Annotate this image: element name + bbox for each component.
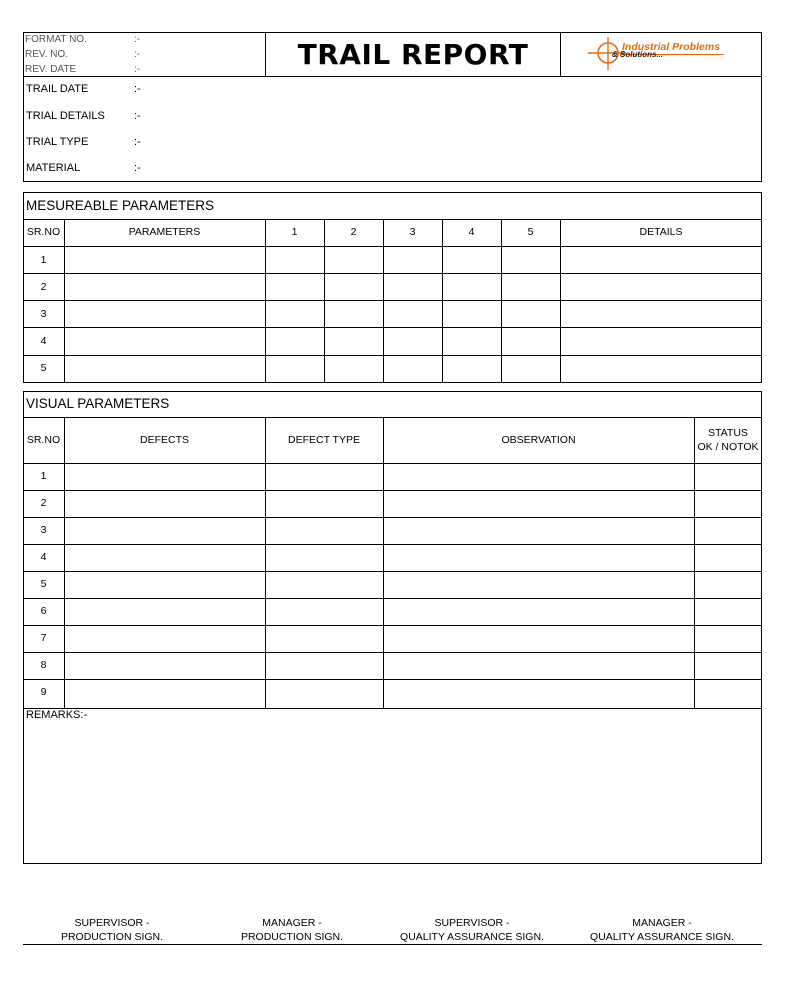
visual-input-cell[interactable]: [695, 653, 762, 679]
visual-input-cell[interactable]: [266, 491, 383, 517]
trail-date-sep: :-: [134, 83, 141, 95]
measurable-col-header: 2: [350, 226, 357, 239]
header-divider: [560, 32, 561, 77]
measurable-input-cell[interactable]: [502, 247, 560, 273]
trial-details-sep: :-: [134, 110, 141, 122]
visual-row-number: 5: [40, 578, 47, 591]
visual-input-cell[interactable]: [384, 599, 694, 625]
rev-date-label: REV. DATE: [25, 64, 77, 75]
measurable-input-cell[interactable]: [561, 301, 762, 327]
visual-input-cell[interactable]: [695, 599, 762, 625]
visual-input-cell[interactable]: [384, 545, 694, 571]
measurable-input-cell[interactable]: [266, 274, 324, 300]
visual-row-number: 6: [40, 605, 47, 618]
visual-col-header: DEFECT TYPE: [288, 433, 360, 446]
measurable-row-number: 3: [40, 307, 47, 320]
visual-input-cell[interactable]: [65, 626, 265, 652]
visual-input-cell[interactable]: [384, 572, 694, 598]
measurable-input-cell[interactable]: [65, 301, 265, 327]
measurable-col-header: SR.NO: [26, 226, 61, 239]
measurable-input-cell[interactable]: [502, 274, 560, 300]
visual-input-cell[interactable]: [266, 653, 383, 679]
measurable-col-header: 1: [291, 226, 298, 239]
supervisor-qa-signature: SUPERVISOR - QUALITY ASSURANCE SIGN.: [400, 917, 544, 943]
visual-row-number: 9: [40, 686, 47, 699]
measurable-input-cell[interactable]: [266, 355, 324, 381]
visual-col-header: OBSERVATION: [501, 433, 576, 446]
visual-input-cell[interactable]: [65, 653, 265, 679]
visual-input-cell[interactable]: [384, 680, 694, 706]
trial-type-label: TRIAL TYPE: [26, 136, 89, 148]
measurable-input-cell[interactable]: [443, 274, 501, 300]
measurable-row-number: 2: [40, 280, 47, 293]
status-header: [695, 418, 761, 463]
format-no-sep: :-: [134, 34, 141, 45]
visual-input-cell[interactable]: [266, 572, 383, 598]
visual-row-number: 8: [40, 659, 47, 672]
measurable-input-cell[interactable]: [325, 355, 383, 381]
visual-input-cell[interactable]: [695, 464, 762, 490]
measurable-input-cell[interactable]: [384, 247, 442, 273]
report-title: TRAIL REPORT: [297, 38, 529, 71]
measurable-input-cell[interactable]: [561, 274, 762, 300]
visual-input-cell[interactable]: [266, 518, 383, 544]
visual-input-cell[interactable]: [65, 545, 265, 571]
visual-input-cell[interactable]: [266, 680, 383, 706]
visual-input-cell[interactable]: [65, 572, 265, 598]
visual-col-header: DEFECTS: [139, 433, 189, 446]
rev-no-label: REV. NO.: [25, 49, 68, 60]
rev-no-sep: :-: [134, 49, 141, 60]
measurable-input-cell[interactable]: [384, 355, 442, 381]
measurable-input-cell[interactable]: [65, 247, 265, 273]
measurable-input-cell[interactable]: [561, 328, 762, 354]
status-header-line1: STATUS: [708, 427, 748, 440]
measurable-input-cell[interactable]: [502, 355, 560, 381]
measurable-row-number: 4: [40, 334, 47, 347]
visual-input-cell[interactable]: [65, 518, 265, 544]
visual-row-number: 2: [40, 497, 47, 510]
measurable-col-header: DETAILS: [639, 226, 683, 239]
rev-date-sep: :-: [134, 64, 141, 75]
manager-qa-signature: MANAGER - QUALITY ASSURANCE SIGN.: [590, 917, 734, 943]
visual-input-cell[interactable]: [266, 599, 383, 625]
measurable-title: MESUREABLE PARAMETERS: [26, 198, 215, 213]
measurable-row-number: 5: [40, 361, 47, 374]
measurable-col-header: PARAMETERS: [128, 226, 201, 239]
measurable-input-cell[interactable]: [384, 274, 442, 300]
manager-production-signature: MANAGER - PRODUCTION SIGN.: [240, 917, 344, 943]
visual-input-cell[interactable]: [695, 518, 762, 544]
visual-input-cell[interactable]: [65, 464, 265, 490]
visual-input-cell[interactable]: [384, 491, 694, 517]
visual-input-cell[interactable]: [266, 545, 383, 571]
material-sep: :-: [134, 162, 141, 174]
measurable-input-cell[interactable]: [502, 328, 560, 354]
measurable-input-cell[interactable]: [325, 301, 383, 327]
signature-line: [23, 944, 762, 945]
measurable-input-cell[interactable]: [266, 328, 324, 354]
measurable-row-number: 1: [40, 253, 47, 266]
visual-input-cell[interactable]: [266, 626, 383, 652]
visual-input-cell[interactable]: [384, 653, 694, 679]
measurable-input-cell[interactable]: [561, 355, 762, 381]
measurable-input-cell[interactable]: [502, 301, 560, 327]
measurable-input-cell[interactable]: [266, 247, 324, 273]
supervisor-production-signature: SUPERVISOR - PRODUCTION SIGN.: [60, 917, 164, 943]
measurable-input-cell[interactable]: [325, 274, 383, 300]
visual-input-cell[interactable]: [695, 680, 762, 706]
measurable-input-cell[interactable]: [325, 247, 383, 273]
measurable-input-cell[interactable]: [325, 328, 383, 354]
status-header-line2: OK / NOTOK: [697, 440, 759, 453]
format-no-label: FORMAT NO.: [25, 34, 87, 45]
measurable-input-cell[interactable]: [384, 328, 442, 354]
measurable-col-header: 5: [527, 226, 534, 239]
trial-details-label: TRIAL DETAILS: [26, 110, 105, 122]
visual-row-number: 4: [40, 551, 47, 564]
visual-input-cell[interactable]: [384, 518, 694, 544]
remarks-box: [23, 708, 762, 864]
logo-line2: & Solutions...: [612, 50, 664, 59]
visual-input-cell[interactable]: [266, 464, 383, 490]
measurable-input-cell[interactable]: [65, 355, 265, 381]
visual-input-cell[interactable]: [695, 545, 762, 571]
visual-row-number: 3: [40, 524, 47, 537]
measurable-input-cell[interactable]: [443, 301, 501, 327]
visual-input-cell[interactable]: [695, 572, 762, 598]
visual-input-cell[interactable]: [65, 491, 265, 517]
measurable-input-cell[interactable]: [65, 274, 265, 300]
visual-input-cell[interactable]: [695, 626, 762, 652]
visual-input-cell[interactable]: [695, 491, 762, 517]
visual-input-cell[interactable]: [384, 626, 694, 652]
measurable-input-cell[interactable]: [65, 328, 265, 354]
material-label: MATERIAL: [26, 162, 81, 174]
measurable-input-cell[interactable]: [443, 328, 501, 354]
measurable-col-header: 3: [409, 226, 416, 239]
visual-row-number: 1: [40, 470, 47, 483]
measurable-input-cell[interactable]: [384, 301, 442, 327]
trail-date-label: TRAIL DATE: [26, 83, 89, 95]
visual-input-cell[interactable]: [65, 680, 265, 706]
remarks-label: REMARKS:-: [26, 709, 88, 721]
visual-title: VISUAL PARAMETERS: [26, 396, 170, 411]
measurable-input-cell[interactable]: [561, 247, 762, 273]
measurable-col-header: 4: [468, 226, 475, 239]
visual-input-cell[interactable]: [65, 599, 265, 625]
trial-type-sep: :-: [134, 136, 141, 148]
visual-input-cell[interactable]: [384, 464, 694, 490]
visual-row-number: 7: [40, 632, 47, 645]
measurable-input-cell[interactable]: [443, 247, 501, 273]
measurable-input-cell[interactable]: [443, 355, 501, 381]
measurable-input-cell[interactable]: [266, 301, 324, 327]
company-logo: [586, 36, 736, 72]
logo-line1: Industrial Problems: [622, 41, 721, 53]
visual-col-header: SR.NO: [26, 433, 61, 446]
